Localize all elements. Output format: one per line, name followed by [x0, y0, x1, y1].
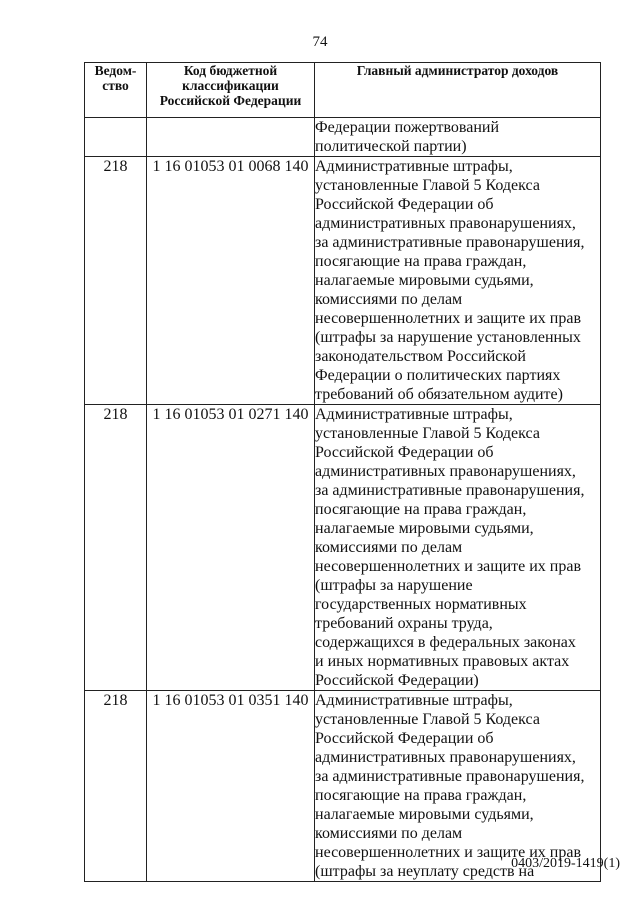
description-line: несовершеннолетних и защите их прав — [315, 310, 582, 327]
table-body — [85, 118, 601, 882]
budget-classification-table — [84, 62, 601, 882]
description-line: Российской Федерации об — [315, 730, 494, 747]
header-admin — [315, 63, 601, 118]
table-row — [85, 118, 601, 157]
dept-cell: 218 — [85, 691, 147, 882]
dept-cell: 218 — [85, 157, 147, 405]
dept-cell — [85, 118, 147, 157]
header-admin-line: Главный администратор доходов — [356, 63, 559, 78]
description-line: посягающие на права граждан, — [315, 253, 527, 270]
description-line: (штрафы за неуплату средств на — [315, 863, 535, 880]
description-line: законодательством Российской — [315, 348, 526, 365]
description-line: требований охраны труда, — [315, 615, 493, 632]
description-line: Федерации о политических партиях — [315, 367, 561, 384]
description-line: налагаемые мировыми судьями, — [315, 520, 534, 537]
header-dept-line: Ведом- — [94, 63, 137, 78]
description-line: административных правонарушениях, — [315, 749, 576, 766]
description-line: установленные Главой 5 Кодекса — [315, 177, 540, 194]
table-row — [85, 157, 601, 405]
description-line: Административные штрафы, — [315, 158, 513, 175]
description-line: Административные штрафы, — [315, 406, 513, 423]
budget-code-cell: 1 16 01053 01 0271 140 — [147, 405, 315, 691]
budget-code-cell — [147, 118, 315, 157]
description-line: за административные правонарушения, — [315, 234, 585, 251]
description-line: за административные правонарушения, — [315, 482, 585, 499]
description-line: установленные Главой 5 Кодекса — [315, 711, 540, 728]
description-line: требований об обязательном аудите) — [315, 386, 563, 403]
description-line: Российской Федерации об — [315, 196, 494, 213]
description-line: налагаемые мировыми судьями, — [315, 806, 534, 823]
header-code-line: Российской Федерации — [159, 93, 302, 108]
budget-code-cell: 1 16 01053 01 0068 140 — [147, 157, 315, 405]
description-line: Российской Федерации об — [315, 444, 494, 461]
description-line: посягающие на права граждан, — [315, 787, 527, 804]
description-line: (штрафы за нарушение — [315, 577, 473, 594]
admin-description-cell — [315, 691, 601, 882]
admin-description-cell — [315, 118, 601, 157]
document-footer-code: 0403/2019-1419(1) — [511, 856, 620, 871]
header-code-line: Код бюджетной — [183, 63, 278, 78]
table-row — [85, 691, 601, 882]
budget-code-cell: 1 16 01053 01 0351 140 — [147, 691, 315, 882]
header-code-line: классификации — [182, 78, 279, 93]
description-line: административных правонарушениях, — [315, 463, 576, 480]
description-line: установленные Главой 5 Кодекса — [315, 425, 540, 442]
description-line: политической партии) — [315, 138, 467, 155]
page-number: 74 — [312, 34, 328, 50]
description-line: несовершеннолетних и защите их прав — [315, 558, 582, 575]
description-line: административных правонарушениях, — [315, 215, 576, 232]
description-line: Российской Федерации) — [315, 672, 479, 689]
description-line: (штрафы за нарушение установленных — [315, 329, 581, 346]
dept-cell: 218 — [85, 405, 147, 691]
table-header-row — [85, 63, 601, 118]
description-line: Административные штрафы, — [315, 692, 513, 709]
description-line: комиссиями по делам — [315, 291, 463, 308]
description-line: налагаемые мировыми судьями, — [315, 272, 534, 289]
description-line: комиссиями по делам — [315, 825, 463, 842]
admin-description-cell — [315, 157, 601, 405]
header-dept-line: ство — [102, 78, 129, 93]
admin-description-cell — [315, 405, 601, 691]
description-line: за административные правонарушения, — [315, 768, 585, 785]
header-code — [147, 63, 315, 118]
description-line: государственных нормативных — [315, 596, 527, 613]
description-line: посягающие на права граждан, — [315, 501, 527, 518]
description-line: комиссиями по делам — [315, 539, 463, 556]
header-dept — [85, 63, 147, 118]
description-line: несовершеннолетних и защите их прав — [315, 844, 582, 861]
table-row — [85, 405, 601, 691]
description-line: и иных нормативных правовых актах — [315, 653, 570, 670]
description-line: Федерации пожертвований — [315, 119, 500, 136]
description-line: содержащихся в федеральных законах — [315, 634, 576, 651]
